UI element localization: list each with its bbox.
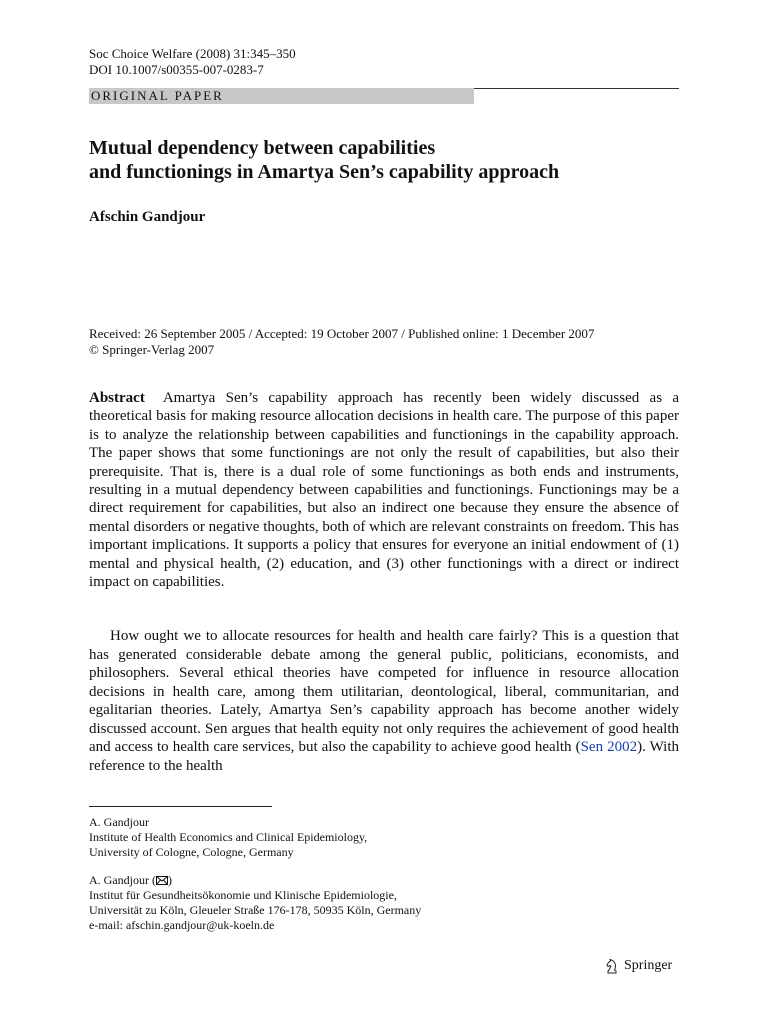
affiliation-1-institute: Institute of Health Economics and Clinical Epidemiology, bbox=[89, 830, 368, 844]
doi: DOI 10.1007/s00355-007-0283-7 bbox=[89, 62, 264, 77]
citation-link-sen-2002[interactable]: Sen 2002 bbox=[580, 739, 638, 755]
body-text-after-citation: ). With reference to the health bbox=[89, 739, 679, 774]
abstract bbox=[89, 389, 679, 591]
abstract-label: Abstract bbox=[89, 390, 145, 406]
paper-type-bar-rule bbox=[474, 88, 679, 89]
article-title-line1: Mutual dependency between capabilities bbox=[89, 137, 436, 159]
author-name: Afschin Gandjour bbox=[89, 209, 206, 225]
received-line: Received: 26 September 2005 / Accepted: 19 October 2007 / Published online: 1 December 2007 bbox=[89, 326, 595, 341]
journal-info bbox=[89, 46, 296, 78]
springer-wordmark: Springer bbox=[624, 958, 673, 973]
envelope-icon bbox=[156, 876, 168, 885]
article-title bbox=[89, 136, 559, 184]
springer-logo bbox=[604, 958, 672, 974]
body-paragraph bbox=[89, 627, 679, 775]
footnote-rule bbox=[89, 806, 272, 807]
paper-type-bar bbox=[89, 88, 679, 104]
paper-type-label: ORIGINAL PAPER bbox=[91, 88, 224, 103]
publication-dates bbox=[89, 326, 594, 358]
affiliation-2 bbox=[89, 873, 421, 933]
affiliation-1-name: A. Gandjour bbox=[89, 815, 149, 829]
affiliation-2-institute: Institut für Gesundheitsökonomie und Klinische Epidemiologie, bbox=[89, 888, 397, 902]
affiliation-2-email[interactable]: e-mail: afschin.gandjour@uk-koeln.de bbox=[89, 918, 275, 932]
affiliation-2-name-end: ) bbox=[167, 873, 172, 887]
affiliation-2-address: Universität zu Köln, Gleueler Straße 176-178, 50935 Köln, Germany bbox=[89, 903, 422, 917]
chess-knight-icon bbox=[604, 958, 620, 974]
affiliation-1 bbox=[89, 815, 367, 860]
affiliation-2-name: A. Gandjour ( bbox=[89, 873, 156, 887]
body-text-before-citation: How ought we to allocate resources for health and health care fairly? This is a question that has generated considerable debate among the general public, politicians, economists, and philosophers. Several ethical theories have competed for influence in resource allocation decisions in health care, among them utilitarian, deontological, liberal, communitarian, and egalitarian theories. Lately, Amartya Sen’s capability approach has become another widely discussed account. Sen argues that health equity not only requires the achievement of good health and access to health care services, but also the capability to achieve good health ( bbox=[89, 628, 679, 755]
affiliation-1-location: University of Cologne, Cologne, Germany bbox=[89, 845, 294, 859]
abstract-text: Amartya Sen’s capability approach has recently been widely discussed as a theoretical basis for making resource allocation decisions in health care. The purpose of this paper is to analyze the relationship between capabilities and functionings in the capability approach. The paper shows that some functionings are not only the result of capabilities, but also their prerequisite. That is, there is a dual role of some functionings as both ends and instruments, resulting in a mutual dependency between capabilities and functionings. Functionings may be a direct requirement for capabilities, but also an indirect one because they ensure the absence of mental disorders or negative thoughts, both of which are relevant constraints on freedom. This has important implications. It supports a policy that ensures for everyone an initial endowment of (1) mental and physical health, (2) education, and (3) other functionings with a direct or indirect impact on capabilities. bbox=[89, 390, 679, 591]
article-title-line2: and functionings in Amartya Sen’s capability approach bbox=[89, 161, 560, 183]
copyright-line: © Springer-Verlag 2007 bbox=[89, 342, 215, 357]
journal-citation: Soc Choice Welfare (2008) 31:345–350 bbox=[89, 46, 296, 61]
affiliation-2-name-line bbox=[89, 873, 421, 888]
